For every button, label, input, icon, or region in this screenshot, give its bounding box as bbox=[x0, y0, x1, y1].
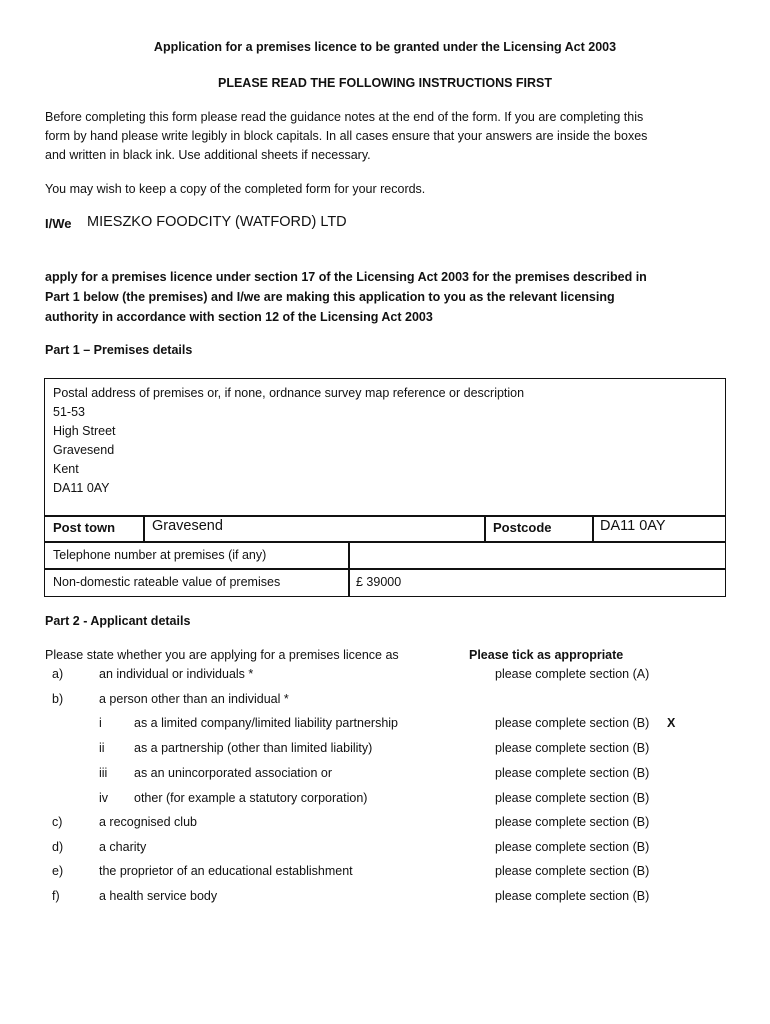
applicant-label: I/We bbox=[45, 216, 72, 231]
part1-heading: Part 1 – Premises details bbox=[45, 343, 193, 357]
option-sub-marker: ii bbox=[99, 741, 105, 755]
applicant-name-field[interactable]: MIESZKO FOODCITY (WATFORD) LTD bbox=[87, 214, 347, 230]
address-line: 51-53 bbox=[53, 405, 85, 419]
rateable-label: Non-domestic rateable value of premises bbox=[53, 575, 281, 589]
option-action[interactable]: please complete section (B) bbox=[495, 840, 650, 854]
postcode-label: Postcode bbox=[493, 520, 552, 535]
part2-heading: Part 2 - Applicant details bbox=[45, 614, 191, 628]
intro-line-3: and written in black ink. Use additional sheets if necessary. bbox=[45, 148, 371, 162]
option-text: as a partnership (other than limited liability) bbox=[134, 741, 373, 755]
applicant-type-question: Please state whether you are applying for a premises licence as bbox=[45, 648, 399, 662]
intro-line-2: form by hand please write legibly in block capitals. In all cases ensure that your answers are inside the boxes bbox=[45, 129, 648, 143]
option-action[interactable]: please complete section (B) bbox=[495, 815, 650, 829]
divider bbox=[44, 568, 726, 570]
option-text: a health service body bbox=[99, 889, 218, 903]
option-action[interactable]: please complete section (B) bbox=[495, 741, 650, 755]
option-text: as a limited company/limited liability partnership bbox=[134, 716, 399, 730]
option-text: an individual or individuals * bbox=[99, 667, 254, 681]
address-line: Gravesend bbox=[53, 443, 115, 457]
option-marker: d) bbox=[52, 840, 64, 854]
option-action[interactable]: please complete section (B) bbox=[495, 889, 650, 903]
instructions-heading: PLEASE READ THE FOLLOWING INSTRUCTIONS FIRST bbox=[217, 76, 553, 90]
option-action[interactable]: please complete section (B) bbox=[495, 864, 650, 878]
option-action[interactable]: please complete section (B) bbox=[495, 766, 650, 780]
divider bbox=[143, 515, 145, 543]
divider bbox=[348, 541, 350, 597]
option-text: the proprietor of an educational establishment bbox=[99, 864, 353, 878]
copy-note: You may wish to keep a copy of the completed form for your records. bbox=[45, 182, 426, 196]
option-sub-marker: iii bbox=[99, 766, 108, 780]
option-marker: f) bbox=[52, 889, 60, 903]
option-marker: a) bbox=[52, 667, 64, 681]
telephone-label: Telephone number at premises (if any) bbox=[53, 548, 267, 562]
option-action[interactable]: please complete section (B) bbox=[495, 791, 650, 805]
address-line: High Street bbox=[53, 424, 116, 438]
option-marker: b) bbox=[52, 692, 64, 706]
address-line: Kent bbox=[53, 462, 79, 476]
option-action[interactable]: please complete section (A) bbox=[495, 667, 650, 681]
option-marker: c) bbox=[52, 815, 63, 829]
tick-heading: Please tick as appropriate bbox=[469, 648, 624, 662]
option-sub-marker: i bbox=[99, 716, 102, 730]
declaration-line-3: authority in accordance with section 12 of the Licensing Act 2003 bbox=[45, 310, 433, 324]
option-text: other (for example a statutory corporation) bbox=[134, 791, 368, 805]
option-action[interactable]: please complete section (B) bbox=[495, 716, 650, 730]
option-sub-marker: iv bbox=[99, 791, 109, 805]
divider bbox=[484, 515, 486, 543]
form-title: Application for a premises licence to be granted under the Licensing Act 2003 bbox=[153, 40, 617, 54]
address-label: Postal address of premises or, if none, ordnance survey map reference or description bbox=[53, 386, 525, 400]
tick-mark[interactable]: X bbox=[667, 716, 676, 730]
option-text: a recognised club bbox=[99, 815, 197, 829]
declaration-line-2: Part 1 below (the premises) and I/we are making this application to you as the relevant licensing bbox=[45, 290, 615, 304]
post-town-label: Post town bbox=[53, 520, 116, 535]
rateable-value-field[interactable]: £ 39000 bbox=[356, 575, 402, 589]
declaration-line-1: apply for a premises licence under section 17 of the Licensing Act 2003 for the premises described in bbox=[45, 270, 647, 284]
option-marker: e) bbox=[52, 864, 64, 878]
telephone-field[interactable] bbox=[356, 548, 716, 564]
option-text: a person other than an individual * bbox=[99, 692, 289, 706]
option-text: a charity bbox=[99, 840, 147, 854]
post-town-field[interactable]: Gravesend bbox=[152, 518, 223, 534]
intro-line-1: Before completing this form please read the guidance notes at the end of the form. If you are completing this bbox=[45, 110, 644, 124]
address-line: DA11 0AY bbox=[53, 481, 110, 495]
option-text: as an unincorporated association or bbox=[134, 766, 333, 780]
postcode-field[interactable]: DA11 0AY bbox=[600, 518, 666, 534]
divider bbox=[592, 515, 594, 543]
